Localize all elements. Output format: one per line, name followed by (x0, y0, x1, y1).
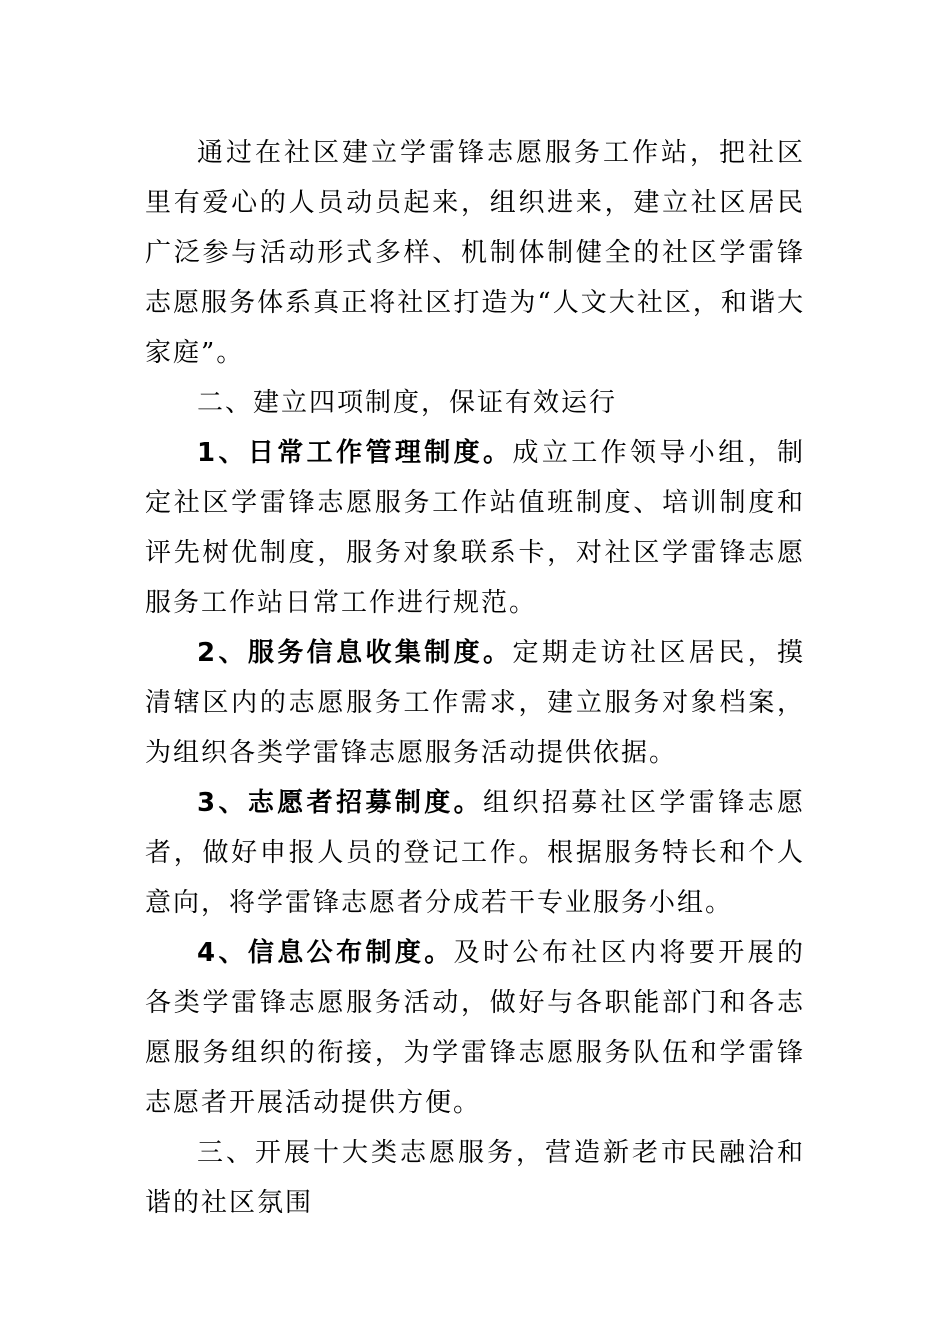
paragraph-rule-1 (145, 428, 805, 628)
paragraph-lead: 4、信息公布制度。 (197, 938, 454, 968)
paragraph-lead: 3、志愿者招募制度。 (197, 788, 484, 818)
paragraph-rule-3 (145, 778, 805, 928)
paragraph-text: 成立工作领导小组，制定社区学雷锋志愿服务工作站值班制度、培训制度和评先树优制度，服务对象联系卡，对社区学雷锋志愿服务工作站日常工作进行规范。 (145, 438, 805, 618)
paragraph-text: 通过在社区建立学雷锋志愿服务工作站，把社区里有爱心的人员动员起来，组织进来，建立社区居民广泛参与活动形式多样、机制体制健全的社区学雷锋志愿服务体系真正将社区打造为“人文大社区，和谐大家庭”。 (145, 138, 805, 368)
section-heading-two (145, 378, 805, 428)
paragraph-rule-4 (145, 928, 805, 1128)
paragraph-rule-2 (145, 628, 805, 778)
paragraph-text: 定期走访社区居民，摸清辖区内的志愿服务工作需求，建立服务对象档案，为组织各类学雷锋志愿服务活动提供依据。 (145, 638, 805, 768)
paragraph-text: 二、建立四项制度，保证有效运行 (197, 388, 618, 418)
paragraph-intro (145, 128, 805, 378)
paragraph-text: 三、开展十大类志愿服务，营造新老市民融洽和谐的社区氛围 (145, 1138, 805, 1218)
section-heading-three (145, 1128, 805, 1228)
paragraph-lead: 2、服务信息收集制度。 (197, 638, 513, 668)
paragraph-lead: 1、日常工作管理制度。 (197, 438, 513, 468)
paragraph-text: 组织招募社区学雷锋志愿者，做好申报人员的登记工作。根据服务特长和个人意向，将学雷锋志愿者分成若干专业服务小组。 (145, 788, 805, 918)
body-text (145, 128, 805, 1228)
paragraph-text: 及时公布社区内将要开展的各类学雷锋志愿服务活动，做好与各职能部门和各志愿服务组织的衔接，为学雷锋志愿服务队伍和学雷锋志愿者开展活动提供方便。 (145, 938, 805, 1118)
